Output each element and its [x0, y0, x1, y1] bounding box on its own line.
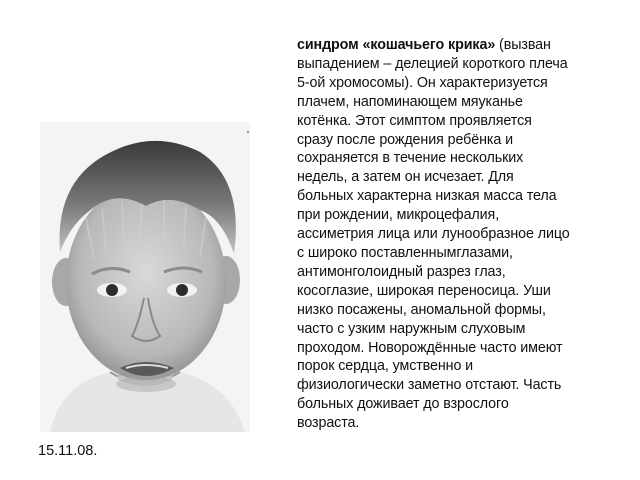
syndrome-description [297, 36, 615, 433]
description-line: ассиметрия лица или лунообразное лицо [297, 226, 570, 243]
description-line: косоглазие, широкая переносица. Уши [297, 282, 551, 299]
child-portrait-photo [40, 122, 250, 432]
description-line: проходом. Новорождённые часто имеют [297, 339, 563, 356]
description-line: физиологически заметно отстают. Часть [297, 377, 562, 394]
syndrome-term: синдром «кошачьего крика» [297, 37, 496, 53]
description-line: часто с узким наружным слуховым [297, 320, 526, 337]
description-line: больных характерна низкая масса тела [297, 188, 557, 205]
description-line: возраста. [297, 415, 360, 432]
description-line: с широко поставленнымглазами, [297, 244, 513, 261]
description-line: порок сердца, умственно и [297, 358, 474, 375]
description-line: при рождении, микроцефалия, [297, 207, 500, 224]
description-line: сразу после рождения ребёнка и [297, 131, 513, 148]
description-first-line-rest: (вызван [495, 37, 551, 53]
description-line: низко посажены, аномальной формы, [297, 301, 546, 318]
description-line: недель, а затем он исчезает. Для [297, 169, 514, 186]
description-line: выпадением – делецией короткого плеча [297, 55, 568, 72]
stray-dot [247, 131, 249, 133]
description-line: 5-ой хромосомы). Он характеризуется [297, 74, 548, 91]
description-line: котёнка. Этот симптом проявляется [297, 112, 532, 129]
slide-date: 15.11.08. [38, 443, 98, 459]
description-first-line [297, 36, 615, 55]
description-line: плачем, напоминающем мяуканье [297, 93, 523, 110]
description-line: больных доживает до взрослого [297, 396, 509, 413]
description-line: антимонголоидный разрез глаз, [297, 263, 506, 280]
description-line: сохраняется в течение нескольких [297, 150, 524, 167]
